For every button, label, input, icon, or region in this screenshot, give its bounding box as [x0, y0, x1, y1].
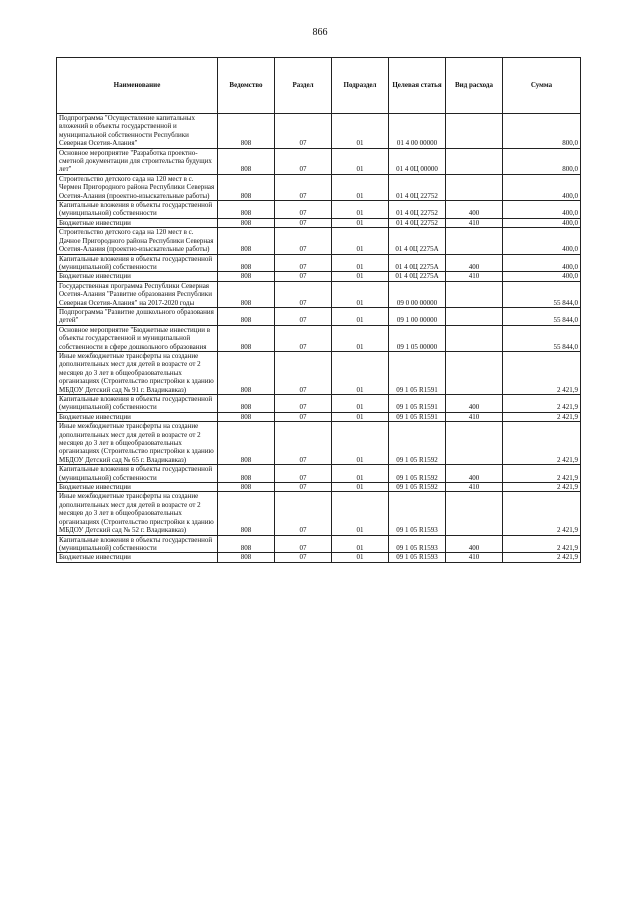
cell-target-article: 09 0 00 00000	[389, 281, 446, 307]
table-row	[57, 218, 581, 227]
cell-section: 07	[275, 553, 332, 562]
table-row	[57, 483, 581, 492]
cell-sum: 55 844,0	[503, 281, 581, 307]
cell-section: 07	[275, 395, 332, 413]
cell-sum: 400,0	[503, 174, 581, 200]
cell-subsection: 01	[332, 395, 389, 413]
cell-name: Строительство детского сада на 120 мест в с. Дачное Пригородного района Республики Северная Осетия-Алания (проектно-изыскательные работы)	[57, 228, 218, 254]
cell-sum: 2 421,9	[503, 422, 581, 465]
cell-section: 07	[275, 307, 332, 325]
cell-expense-type: 410	[446, 272, 503, 281]
cell-name: Капитальные вложения в объекты государственной (муниципальной) собственности	[57, 201, 218, 219]
cell-subsection: 01	[332, 174, 389, 200]
cell-department: 808	[218, 114, 275, 149]
table-row	[57, 395, 581, 413]
cell-target-article: 09 1 05 R1592	[389, 483, 446, 492]
cell-target-article: 09 1 05 R1592	[389, 465, 446, 483]
cell-target-article: 09 1 05 R1591	[389, 395, 446, 413]
cell-expense-type: 410	[446, 483, 503, 492]
cell-section: 07	[275, 465, 332, 483]
cell-expense-type	[446, 492, 503, 535]
cell-subsection: 01	[332, 412, 389, 421]
cell-section: 07	[275, 412, 332, 421]
page-number: 866	[312, 27, 328, 38]
cell-sum: 400,0	[503, 201, 581, 219]
cell-expense-type: 400	[446, 465, 503, 483]
cell-department: 808	[218, 395, 275, 413]
cell-target-article: 09 1 05 00000	[389, 325, 446, 351]
cell-expense-type	[446, 351, 503, 394]
cell-section: 07	[275, 492, 332, 535]
cell-sum: 800,0	[503, 148, 581, 174]
table-row	[57, 412, 581, 421]
cell-target-article: 01 4 00 00000	[389, 114, 446, 149]
cell-department: 808	[218, 422, 275, 465]
cell-section: 07	[275, 218, 332, 227]
cell-sum: 2 421,9	[503, 483, 581, 492]
cell-target-article: 09 1 05 R1593	[389, 535, 446, 553]
cell-expense-type: 410	[446, 218, 503, 227]
cell-subsection: 01	[332, 218, 389, 227]
header-sum: Сумма	[503, 58, 581, 114]
cell-expense-type: 400	[446, 535, 503, 553]
cell-sum: 2 421,9	[503, 492, 581, 535]
cell-department: 808	[218, 535, 275, 553]
cell-target-article: 01 4 0Ц 00000	[389, 148, 446, 174]
cell-department: 808	[218, 148, 275, 174]
cell-subsection: 01	[332, 148, 389, 174]
table-row	[57, 465, 581, 483]
cell-sum: 400,0	[503, 272, 581, 281]
cell-subsection: 01	[332, 114, 389, 149]
budget-table	[56, 57, 581, 563]
cell-expense-type: 410	[446, 553, 503, 562]
table-row	[57, 492, 581, 535]
cell-name: Строительство детского сада на 120 мест в с. Чермен Пригородного района Республики Северная Осетия-Алания (проектно-изыскательные работы)	[57, 174, 218, 200]
cell-subsection: 01	[332, 325, 389, 351]
cell-name: Бюджетные инвестиции	[57, 218, 218, 227]
cell-sum: 55 844,0	[503, 325, 581, 351]
cell-department: 808	[218, 351, 275, 394]
cell-department: 808	[218, 272, 275, 281]
header-subsection: Подраздел	[332, 58, 389, 114]
cell-target-article: 01 4 0Ц 2275А	[389, 228, 446, 254]
cell-sum: 400,0	[503, 254, 581, 272]
cell-section: 07	[275, 272, 332, 281]
cell-section: 07	[275, 351, 332, 394]
cell-expense-type	[446, 228, 503, 254]
cell-target-article: 09 1 05 R1592	[389, 422, 446, 465]
header-expense-type: Вид расхода	[446, 58, 503, 114]
header-department: Ведомство	[218, 58, 275, 114]
cell-department: 808	[218, 228, 275, 254]
header-name: Наименование	[57, 58, 218, 114]
cell-department: 808	[218, 483, 275, 492]
cell-section: 07	[275, 201, 332, 219]
cell-name: Бюджетные инвестиции	[57, 412, 218, 421]
cell-expense-type: 400	[446, 254, 503, 272]
cell-sum: 2 421,9	[503, 465, 581, 483]
cell-name: Основное мероприятие "Бюджетные инвестиции в объекты государственной и муниципальной собственности в сфере дошкольного образования	[57, 325, 218, 351]
cell-name: Государственная программа Республики Северная Осетия-Алания "Развитие образования Республики Северная Осетия-Алания" на 2017-2020 годы	[57, 281, 218, 307]
cell-subsection: 01	[332, 553, 389, 562]
table-row	[57, 553, 581, 562]
cell-expense-type	[446, 422, 503, 465]
table-row	[57, 174, 581, 200]
cell-subsection: 01	[332, 281, 389, 307]
cell-department: 808	[218, 412, 275, 421]
cell-department: 808	[218, 325, 275, 351]
cell-section: 07	[275, 483, 332, 492]
table-row	[57, 114, 581, 149]
cell-department: 808	[218, 174, 275, 200]
cell-name: Подпрограмма "Развитие дошкольного образования детей"	[57, 307, 218, 325]
cell-sum: 2 421,9	[503, 351, 581, 394]
cell-subsection: 01	[332, 201, 389, 219]
cell-subsection: 01	[332, 307, 389, 325]
cell-subsection: 01	[332, 535, 389, 553]
cell-department: 808	[218, 254, 275, 272]
cell-expense-type: 400	[446, 395, 503, 413]
table-row	[57, 201, 581, 219]
cell-name: Иные межбюджетные трансферты на создание дополнительных мест для детей в возрасте от 2 месяцев до 3 лет в общеобразовательных организациях (Строительство пристройки к зданию МБДОУ Детский сад № 52 г. Владикавказ)	[57, 492, 218, 535]
cell-subsection: 01	[332, 422, 389, 465]
cell-target-article: 09 1 05 R1591	[389, 351, 446, 394]
cell-target-article: 01 4 0Ц 22752	[389, 201, 446, 219]
cell-subsection: 01	[332, 492, 389, 535]
cell-sum: 2 421,9	[503, 535, 581, 553]
cell-subsection: 01	[332, 351, 389, 394]
table-header-row	[57, 58, 581, 114]
cell-target-article: 09 1 00 00000	[389, 307, 446, 325]
cell-sum: 55 844,0	[503, 307, 581, 325]
table-row	[57, 351, 581, 394]
cell-name: Иные межбюджетные трансферты на создание дополнительных мест для детей в возрасте от 2 месяцев до 3 лет в общеобразовательных организациях (Строительство пристройки к зданию МБДОУ Детский сад № 65 г. Владикавказ)	[57, 422, 218, 465]
cell-section: 07	[275, 281, 332, 307]
cell-name: Бюджетные инвестиции	[57, 483, 218, 492]
cell-section: 07	[275, 325, 332, 351]
cell-expense-type: 410	[446, 412, 503, 421]
header-section: Раздел	[275, 58, 332, 114]
cell-name: Подпрограмма "Осуществление капитальных вложений в объекты государственной и муниципальной собственности Республики Северная Осетия-Алания"	[57, 114, 218, 149]
cell-target-article: 01 4 0Ц 2275А	[389, 272, 446, 281]
table-body	[57, 114, 581, 563]
cell-name: Бюджетные инвестиции	[57, 553, 218, 562]
cell-sum: 400,0	[503, 218, 581, 227]
cell-name: Бюджетные инвестиции	[57, 272, 218, 281]
cell-subsection: 01	[332, 483, 389, 492]
cell-sum: 2 421,9	[503, 412, 581, 421]
cell-subsection: 01	[332, 465, 389, 483]
cell-expense-type	[446, 148, 503, 174]
cell-sum: 2 421,9	[503, 395, 581, 413]
cell-sum: 2 421,9	[503, 553, 581, 562]
cell-section: 07	[275, 422, 332, 465]
cell-expense-type	[446, 281, 503, 307]
cell-department: 808	[218, 465, 275, 483]
table-row	[57, 307, 581, 325]
cell-name: Основное мероприятие "Разработка проектно-сметной документации для строительства будущих лет"	[57, 148, 218, 174]
cell-name: Капитальные вложения в объекты государственной (муниципальной) собственности	[57, 395, 218, 413]
cell-section: 07	[275, 148, 332, 174]
cell-target-article: 01 4 0Ц 2275А	[389, 254, 446, 272]
table-row	[57, 281, 581, 307]
cell-expense-type	[446, 307, 503, 325]
cell-target-article: 01 4 0Ц 22752	[389, 174, 446, 200]
table-row	[57, 272, 581, 281]
cell-expense-type: 400	[446, 201, 503, 219]
header-target-article: Целевая статья	[389, 58, 446, 114]
table-row	[57, 535, 581, 553]
cell-expense-type	[446, 114, 503, 149]
cell-department: 808	[218, 492, 275, 535]
cell-department: 808	[218, 307, 275, 325]
cell-subsection: 01	[332, 272, 389, 281]
table-row	[57, 148, 581, 174]
cell-department: 808	[218, 553, 275, 562]
table-row	[57, 422, 581, 465]
cell-name: Капитальные вложения в объекты государственной (муниципальной) собственности	[57, 535, 218, 553]
cell-name: Капитальные вложения в объекты государственной (муниципальной) собственности	[57, 254, 218, 272]
cell-target-article: 09 1 05 R1593	[389, 553, 446, 562]
cell-section: 07	[275, 114, 332, 149]
table-row	[57, 325, 581, 351]
cell-name: Капитальные вложения в объекты государственной (муниципальной) собственности	[57, 465, 218, 483]
cell-sum: 800,0	[503, 114, 581, 149]
cell-subsection: 01	[332, 254, 389, 272]
cell-target-article: 01 4 0Ц 22752	[389, 218, 446, 227]
cell-expense-type	[446, 325, 503, 351]
cell-section: 07	[275, 254, 332, 272]
cell-department: 808	[218, 201, 275, 219]
cell-section: 07	[275, 228, 332, 254]
cell-name: Иные межбюджетные трансферты на создание дополнительных мест для детей в возрасте от 2 месяцев до 3 лет в общеобразовательных организациях (Строительство пристройки к зданию МБДОУ Детский сад № 91 г. Владикавказ)	[57, 351, 218, 394]
cell-department: 808	[218, 281, 275, 307]
cell-subsection: 01	[332, 228, 389, 254]
table-row	[57, 254, 581, 272]
cell-department: 808	[218, 218, 275, 227]
table-row	[57, 228, 581, 254]
cell-sum: 400,0	[503, 228, 581, 254]
cell-target-article: 09 1 05 R1591	[389, 412, 446, 421]
cell-section: 07	[275, 535, 332, 553]
cell-expense-type	[446, 174, 503, 200]
cell-target-article: 09 1 05 R1593	[389, 492, 446, 535]
cell-section: 07	[275, 174, 332, 200]
